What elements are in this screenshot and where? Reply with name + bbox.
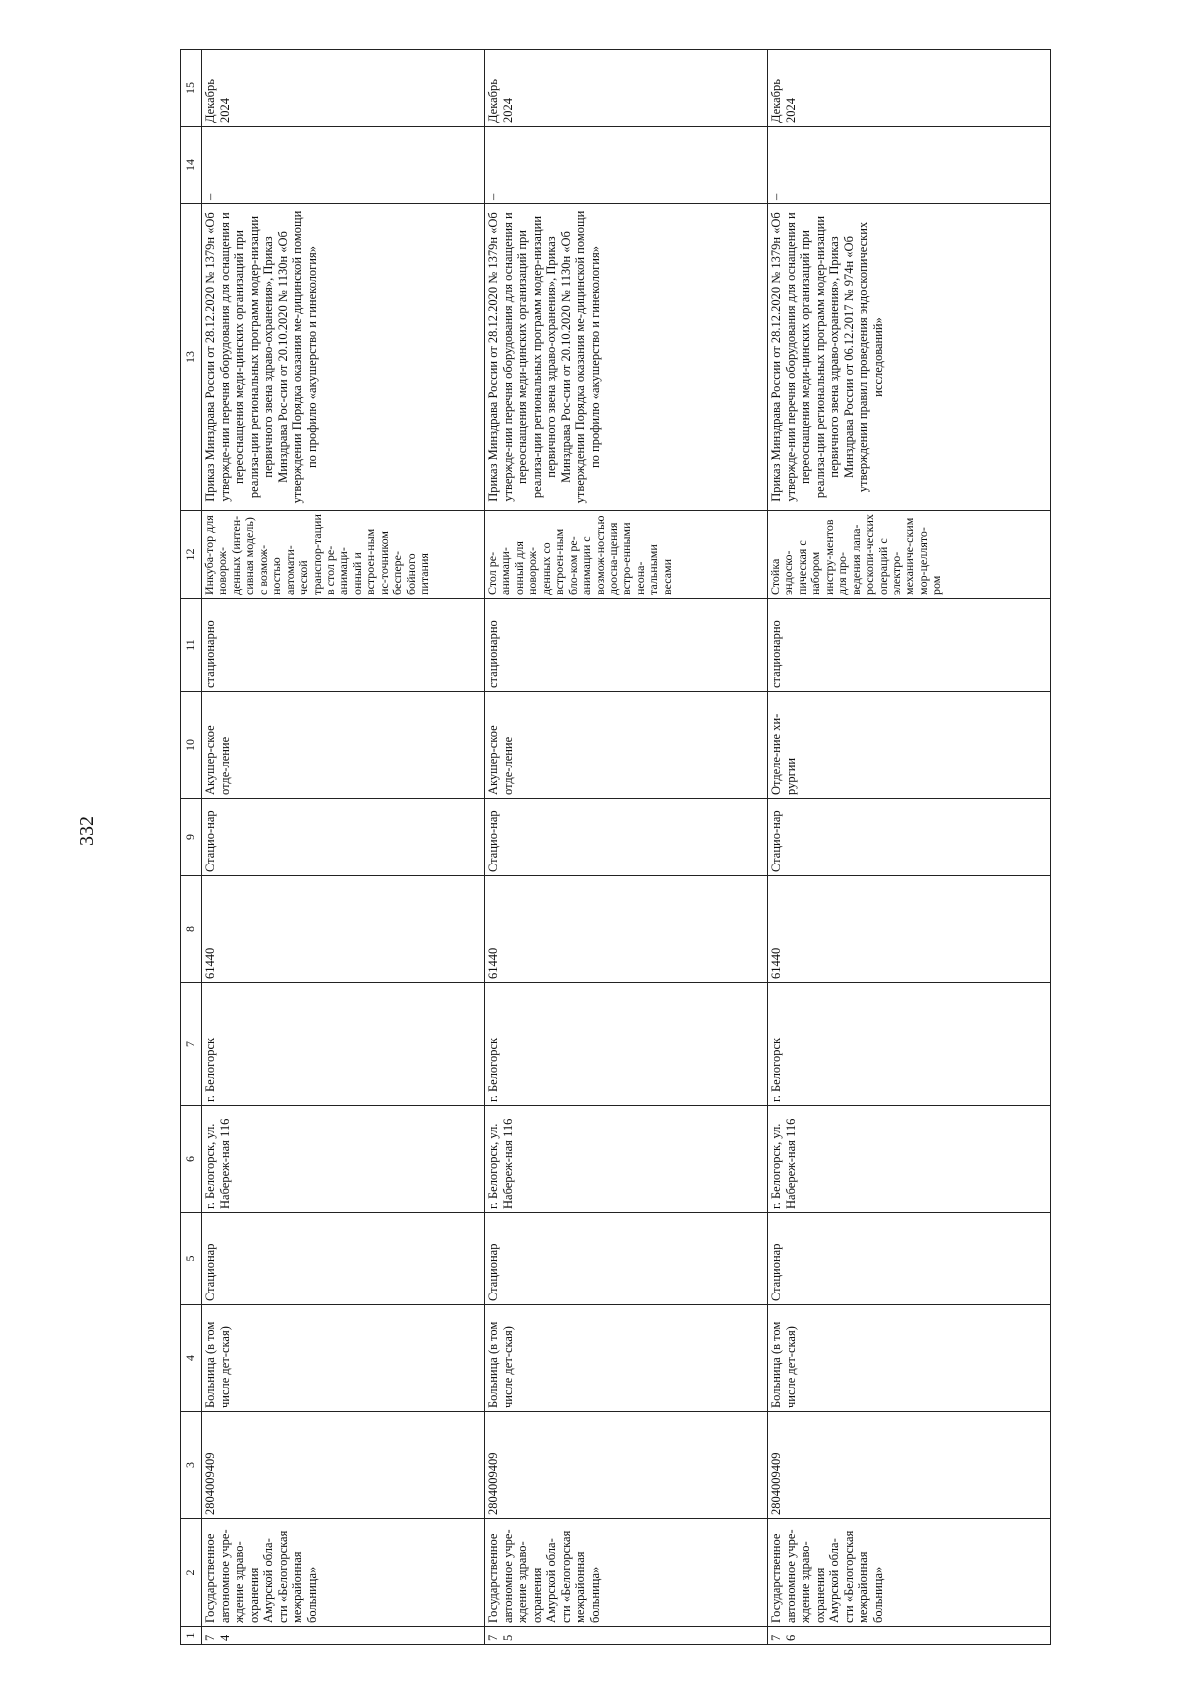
organization-type: Больница (в том числе дет-ская)	[485, 1305, 768, 1412]
page-number: 332	[76, 816, 98, 846]
locality: г. Белогорск	[485, 983, 768, 1106]
deadline: Декабрь 2024	[485, 50, 768, 127]
col-num-6: 6	[181, 1106, 202, 1213]
deadline: Декабрь 2024	[202, 50, 485, 127]
organization-type: Больница (в том числе дет-ская)	[768, 1305, 1051, 1412]
col-num-14: 14	[181, 127, 202, 204]
col-num-11: 11	[181, 599, 202, 692]
col-num-9: 9	[181, 799, 202, 876]
population: 61440	[202, 876, 485, 983]
address: г. Белогорск, ул. Набереж-ная 116	[485, 1106, 768, 1213]
address: г. Белогорск, ул. Набереж-ная 116	[202, 1106, 485, 1213]
legal-basis: Приказ Минздрава России от 28.12.2020 № 1379н «Об утвержде-нии перечня оборудования для оснащения и переоснащения меди-цинских организаций при реализа-ции региональных программ модер-низации первичного звена здраво-охранения», Приказ Минздрава России от 06.12.2017 № 974н «Об утверждении правил проведения эндоскопических исследований»	[768, 204, 1051, 511]
population: 61440	[485, 876, 768, 983]
locality: г. Белогорск	[202, 983, 485, 1106]
department: Акушер-ское отде-ление	[202, 692, 485, 799]
unit-type: Стацио-нар	[485, 799, 768, 876]
table-row	[768, 50, 1051, 1645]
col-num-10: 10	[181, 692, 202, 799]
column-number-row	[181, 50, 202, 1645]
deadline: Декабрь 2024	[768, 50, 1051, 127]
unit-type: Стацио-нар	[768, 799, 1051, 876]
care-condition: стационарно	[768, 599, 1051, 692]
inn: 2804009409	[485, 1412, 768, 1519]
facility-type: Стационар	[768, 1213, 1051, 1305]
department: Акушер-ское отде-ление	[485, 692, 768, 799]
care-condition: стационарно	[485, 599, 768, 692]
locality: г. Белогорск	[768, 983, 1051, 1106]
address: г. Белогорск, ул. Набереж-ная 116	[768, 1106, 1051, 1213]
col-num-2: 2	[181, 1519, 202, 1627]
col-num-7: 7	[181, 983, 202, 1106]
col-num-12: 12	[181, 511, 202, 599]
row-number: 76	[768, 1627, 1051, 1645]
note: –	[485, 127, 768, 204]
row-number: 75	[485, 1627, 768, 1645]
equipment-table	[180, 49, 1051, 1645]
organization-name: Государственное автономное учре-ждение здраво-охранения Амурской обла-сти «Белогорская межрайонная больница»	[485, 1519, 768, 1627]
col-num-5: 5	[181, 1213, 202, 1305]
population: 61440	[768, 876, 1051, 983]
col-num-8: 8	[181, 876, 202, 983]
col-num-13: 13	[181, 204, 202, 511]
organization-name: Государственное автономное учре-ждение здраво-охранения Амурской обла-сти «Белогорская межрайонная больница»	[768, 1519, 1051, 1627]
equipment-name: Стол ре-анимаци-онный для новорож-денных со встроен-ным бло-ком ре-анимации с возмож-ностью доосна-щения встро-енными неона-тальными весами	[485, 511, 768, 599]
inn: 2804009409	[202, 1412, 485, 1519]
legal-basis: Приказ Минздрава России от 28.12.2020 № 1379н «Об утвержде-нии перечня оборудования для оснащения и переоснащения меди-цинских организаций при реализа-ции региональных программ модер-низации первичного звена здраво-охранения», Приказ Минздрава Рос-сии от 20.10.2020 № 1130н «Об утверждении Порядка оказания ме-дицинской помощи по профилю «акушерство и гинекология»	[202, 204, 485, 511]
legal-basis: Приказ Минздрава России от 28.12.2020 № 1379н «Об утвержде-нии перечня оборудования для оснащения и переоснащения меди-цинских организаций при реализа-ции региональных программ модер-низации первичного звена здраво-охранения», Приказ Минздрава Рос-сии от 20.10.2020 № 1130н «Об утверждении Порядка оказания ме-дицинской помощи по профилю «акушерство и гинекология»	[485, 204, 768, 511]
row-number: 74	[202, 1627, 485, 1645]
unit-type: Стацио-нар	[202, 799, 485, 876]
table-row	[485, 50, 768, 1645]
facility-type: Стационар	[202, 1213, 485, 1305]
col-num-1: 1	[181, 1627, 202, 1645]
note: –	[768, 127, 1051, 204]
equipment-name: Инкуба-тор для новорож-денных (интен-сивная модель) с возмож-ностью автомати-ческой транспор-тации в стол ре-анимаци-онный и встроен-ным ис-точником бесперe-бойного питания	[202, 511, 485, 599]
col-num-4: 4	[181, 1305, 202, 1412]
organization-name: Государственное автономное учре-ждение здраво-охранения Амурской обла-сти «Белогорская межрайонная больница»	[202, 1519, 485, 1627]
equipment-name: Стойка эндоско-пическая с набором инстру-ментов для про-ведения лапа-роскопи-ческих операций с электро-механиче-ским мор-целлято-ром	[768, 511, 1051, 599]
table-row	[202, 50, 485, 1645]
rotated-table-container	[180, 50, 1117, 1645]
inn: 2804009409	[768, 1412, 1051, 1519]
col-num-15: 15	[181, 50, 202, 127]
note: –	[202, 127, 485, 204]
col-num-3: 3	[181, 1412, 202, 1519]
organization-type: Больница (в том числе дет-ская)	[202, 1305, 485, 1412]
department: Отделе-ние хи-рургии	[768, 692, 1051, 799]
facility-type: Стационар	[485, 1213, 768, 1305]
care-condition: стационарно	[202, 599, 485, 692]
